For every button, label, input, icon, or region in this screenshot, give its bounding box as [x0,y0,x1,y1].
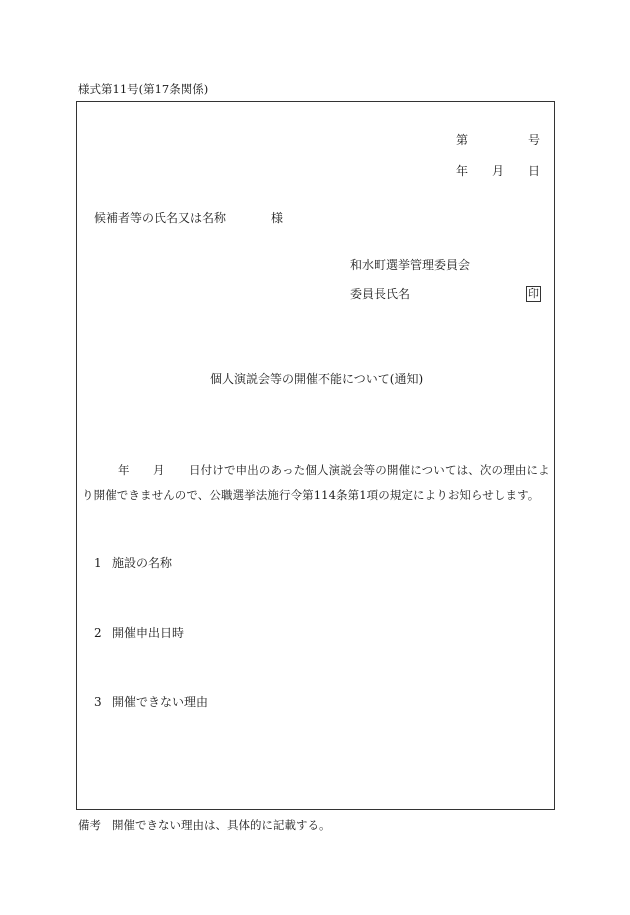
item-1-label: 施設の名称 [112,556,173,570]
body-year: 年 [118,463,130,477]
date-day: 日 [528,164,541,178]
addressee-honorific: 様 [271,211,284,225]
form-label: 様式第11号(第17条関係) [78,82,209,96]
addressee-label: 候補者等の氏名又は名称 [94,211,227,225]
issuer-organization: 和水町選挙管理委員会 [350,258,471,272]
number-suffix: 号 [528,133,541,147]
body-line2: り開催できませんので、公職選挙法施行令第114条第1項の規定によりお知らせします。 [82,488,540,502]
seal-text: 印 [528,287,539,300]
item-1-number: 1 [94,556,102,570]
document-title: 個人演説会等の開催不能について(通知) [210,372,424,386]
item-3-label: 開催できない理由 [112,695,209,709]
date-year: 年 [456,164,469,178]
body-line1: 日付けで申出のあった個人演説会等の開催については、次の理由によ [189,463,550,477]
seal-mark [526,286,541,302]
number-prefix: 第 [456,133,469,147]
item-2-label: 開催申出日時 [112,626,185,640]
date-month: 月 [492,164,505,178]
note-label: 備考 [78,818,101,832]
item-3-number: 3 [94,695,102,709]
item-2-number: 2 [94,626,102,640]
chair-name-label: 委員長氏名 [350,287,411,301]
body-month: 月 [153,463,165,477]
note-text: 開催できない理由は、具体的に記載する。 [112,818,331,832]
